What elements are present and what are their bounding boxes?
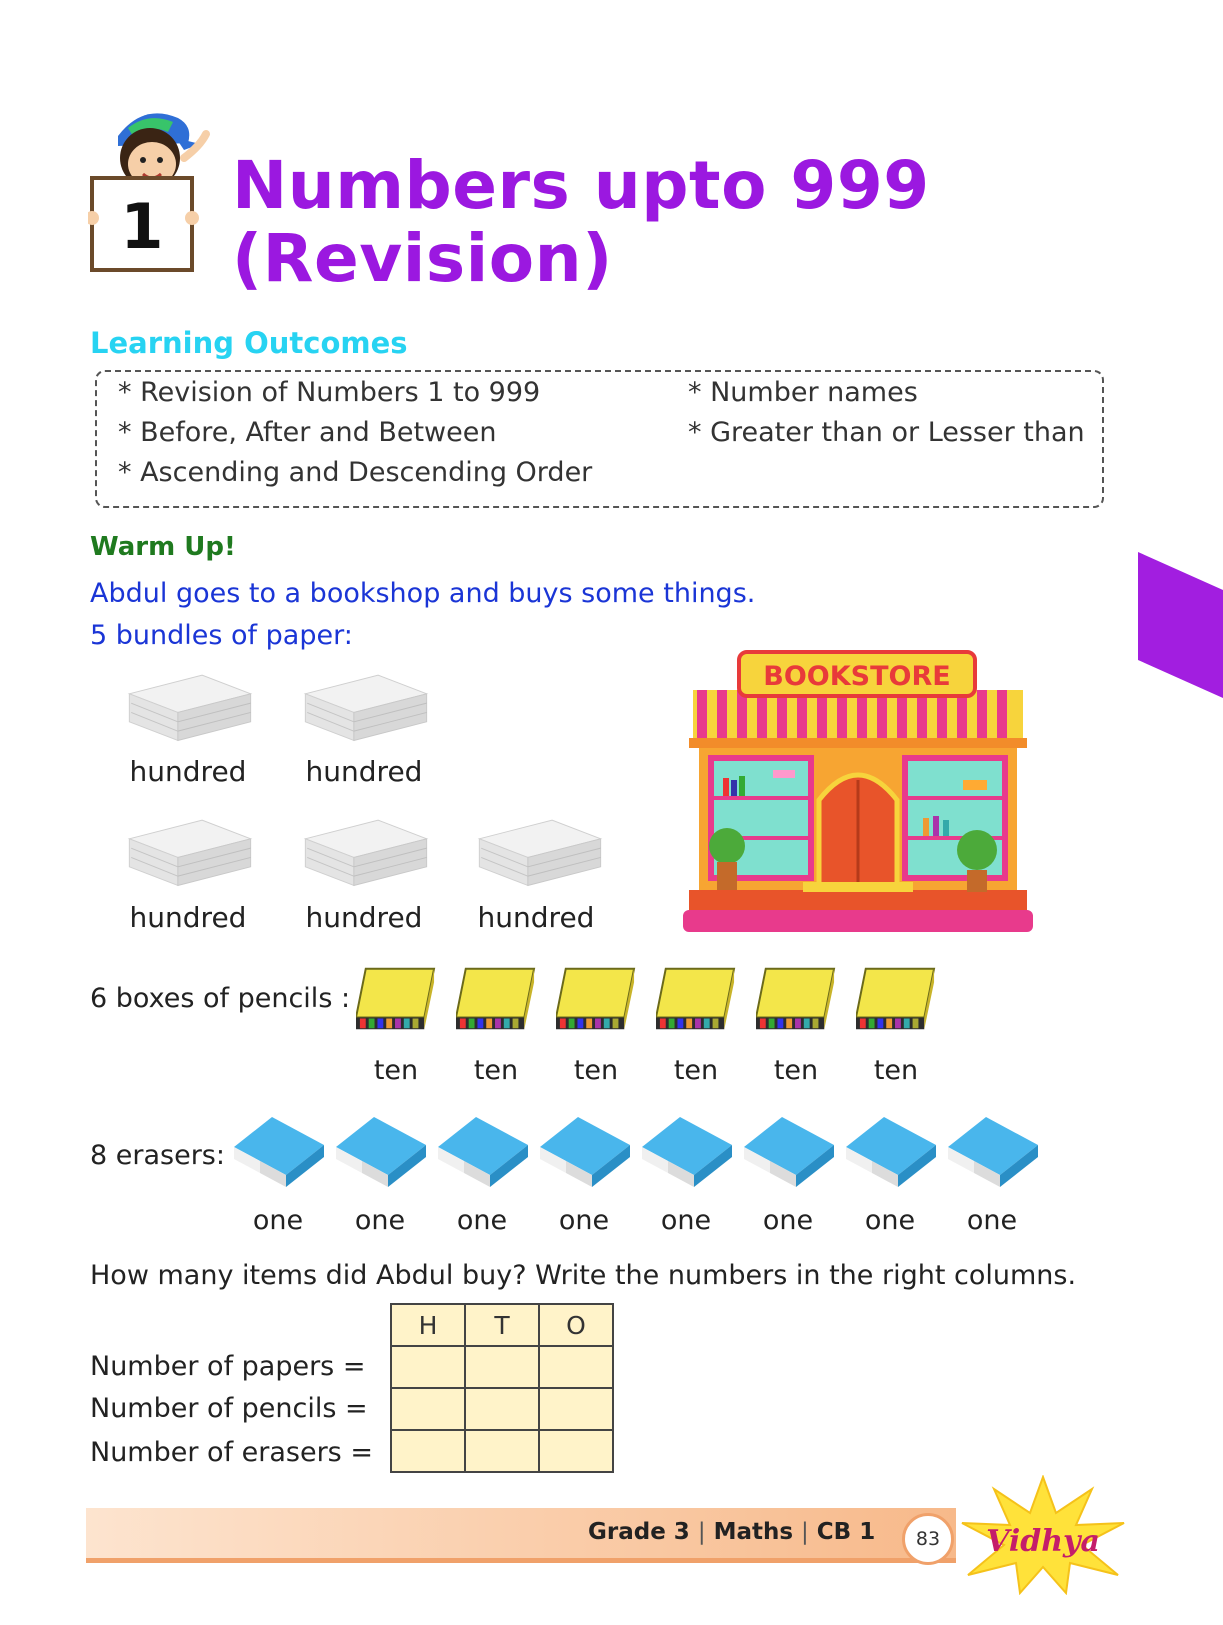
eraser-label: one <box>660 1205 712 1236</box>
eraser-icon <box>742 1110 836 1192</box>
footer-course-info: Grade 3 | Maths | CB 1 <box>588 1519 876 1545</box>
paper-bundle-icon <box>470 810 610 890</box>
eraser-label: one <box>864 1205 916 1236</box>
pencil-label: ten <box>873 1055 919 1086</box>
vidhya-logo <box>958 1475 1128 1595</box>
erasers-tens-cell[interactable] <box>465 1430 539 1472</box>
bookstore-sign: BOOKSTORE <box>763 661 951 692</box>
papers-hundreds-cell[interactable] <box>391 1346 465 1388</box>
paper-bundle-icon <box>296 665 436 745</box>
bookstore-illustration <box>683 650 1033 937</box>
outcome-item: * Greater than or Lesser than <box>688 417 1085 448</box>
side-tab-marker <box>1138 552 1223 698</box>
warm-up-heading: Warm Up! <box>90 532 236 562</box>
pencil-box-icon <box>656 962 736 1036</box>
footer-subject: Maths <box>713 1519 794 1545</box>
paper-label: hundred <box>477 901 595 934</box>
boy-holding-number-sign <box>88 98 218 278</box>
paper-label: hundred <box>129 901 247 934</box>
pencil-box-icon <box>756 962 836 1036</box>
vidhya-logo-text: Vidhya <box>986 1524 1100 1559</box>
erasers-hundreds-cell[interactable] <box>391 1430 465 1472</box>
papers-tens-cell[interactable] <box>465 1346 539 1388</box>
pencil-box-icon <box>556 962 636 1036</box>
pencil-box-icon <box>456 962 536 1036</box>
papers-ones-cell[interactable] <box>539 1346 613 1388</box>
pencil-label: ten <box>373 1055 419 1086</box>
paper-bundle-icon <box>120 810 260 890</box>
pencil-line: 6 boxes of pencils : <box>90 983 351 1014</box>
eraser-icon <box>436 1110 530 1192</box>
pencils-hundreds-cell[interactable] <box>391 1388 465 1430</box>
pencil-box-icon <box>356 962 436 1036</box>
outcome-item: * Number names <box>688 377 918 408</box>
eraser-icon <box>640 1110 734 1192</box>
paper-label: hundred <box>305 901 423 934</box>
outcome-item: * Revision of Numbers 1 to 999 <box>118 377 541 408</box>
pencil-label: ten <box>773 1055 819 1086</box>
chapter-title-line2: (Revision) <box>232 220 613 297</box>
pencil-label: ten <box>573 1055 619 1086</box>
eraser-icon <box>844 1110 938 1192</box>
eraser-icon <box>232 1110 326 1192</box>
eraser-label: one <box>354 1205 406 1236</box>
pencils-tens-cell[interactable] <box>465 1388 539 1430</box>
paper-bundle-icon <box>296 810 436 890</box>
story-intro: Abdul goes to a bookshop and buys some things. <box>90 578 756 609</box>
eraser-icon <box>946 1110 1040 1192</box>
eraser-icon <box>538 1110 632 1192</box>
column-header-hundreds: H <box>391 1304 465 1346</box>
hto-place-value-table <box>390 1303 614 1473</box>
page-number: 83 <box>902 1513 954 1565</box>
column-header-tens: T <box>465 1304 539 1346</box>
row-label-erasers: Number of erasers = <box>90 1437 373 1468</box>
learning-outcomes-heading: Learning Outcomes <box>90 326 408 360</box>
erasers-ones-cell[interactable] <box>539 1430 613 1472</box>
eraser-label: one <box>762 1205 814 1236</box>
outcome-item: * Ascending and Descending Order <box>118 457 593 488</box>
eraser-label: one <box>252 1205 304 1236</box>
eraser-label: one <box>456 1205 508 1236</box>
pencil-box-icon <box>856 962 936 1036</box>
pencil-label: ten <box>473 1055 519 1086</box>
eraser-icon <box>334 1110 428 1192</box>
pencil-label: ten <box>673 1055 719 1086</box>
paper-label: hundred <box>129 755 247 788</box>
pencils-ones-cell[interactable] <box>539 1388 613 1430</box>
eraser-line: 8 erasers: <box>90 1140 225 1171</box>
paper-line: 5 bundles of paper: <box>90 620 353 651</box>
paper-bundle-icon <box>120 665 260 745</box>
paper-label: hundred <box>305 755 423 788</box>
eraser-label: one <box>966 1205 1018 1236</box>
row-label-papers: Number of papers = <box>90 1351 366 1382</box>
footer-grade: Grade 3 <box>588 1519 690 1545</box>
row-label-pencils: Number of pencils = <box>90 1393 368 1424</box>
chapter-title-line1: Numbers upto 999 <box>232 147 930 224</box>
outcome-item: * Before, After and Between <box>118 417 497 448</box>
footer-book: CB 1 <box>816 1519 876 1545</box>
column-header-ones: O <box>539 1304 613 1346</box>
chapter-number: 1 <box>120 190 164 263</box>
question-text: How many items did Abdul buy? Write the numbers in the right columns. <box>90 1260 1077 1291</box>
eraser-label: one <box>558 1205 610 1236</box>
